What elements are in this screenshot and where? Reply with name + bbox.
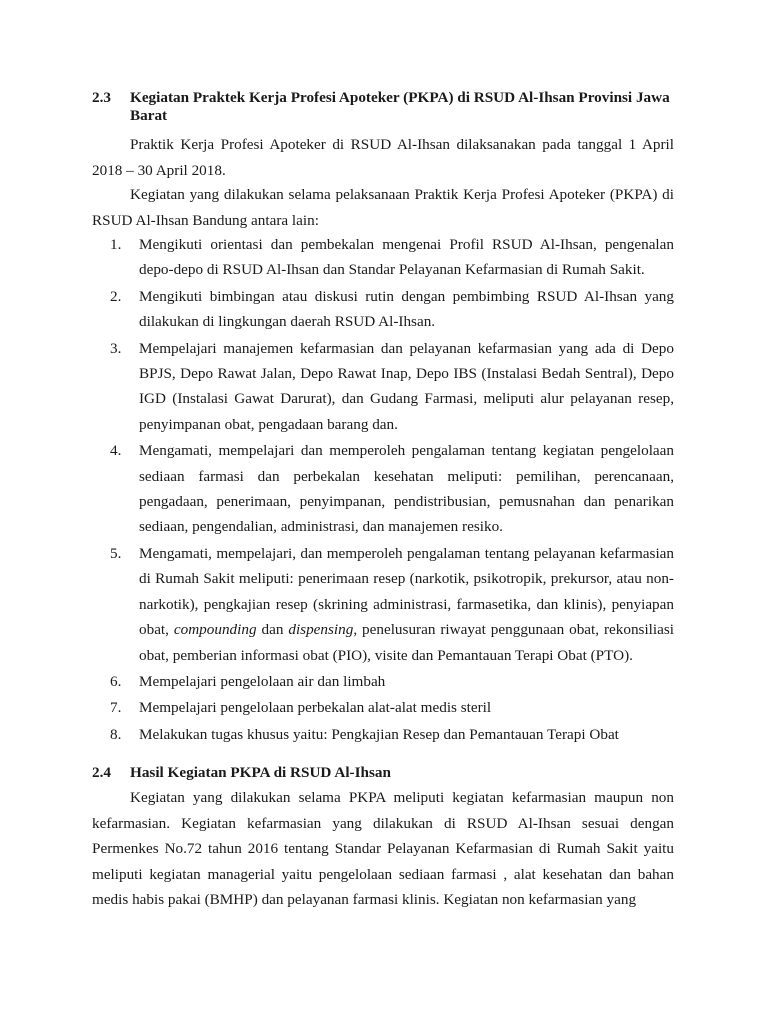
list-item — [92, 695, 674, 720]
list-item-number: 1. — [110, 236, 122, 253]
list-item-number: 8. — [110, 725, 122, 743]
section-title: Hasil Kegiatan PKPA di RSUD Al-Ihsan — [130, 764, 391, 781]
list-item — [92, 284, 674, 335]
list-item — [92, 541, 674, 668]
list-item — [92, 336, 674, 438]
list-item-number: 3. — [110, 339, 122, 357]
list-item-number: 5. — [110, 544, 122, 562]
list-item-number: 2. — [110, 287, 122, 305]
list-item — [92, 722, 674, 747]
section-2-4-paragraph-1: Kegiatan yang dilakukan selama PKPA meliputi kegiatan kefarmasian maupun non kefarmasian. Kegiatan kefarmasian yang dilakukan di RSUD Al-Ihsan sesuai dengan Permenkes No.72 tahun 2016 tentang Standar Pelayanan Kefarmasian di Rumah Sakit yaitu meliputi kegiatan managerial yaitu pengelolaan sediaan farmasi , alat kesehatan dan bahan medis habis pakai (BMHP) dan pelayanan farmasi klinis. Kegiatan non kefarmasian yang — [92, 789, 674, 908]
list-item-number: 4. — [110, 442, 122, 460]
section-number: 2.3 — [92, 89, 111, 106]
list-item — [92, 438, 674, 540]
list-item-number: 7. — [110, 699, 122, 717]
list-item-text-part: Mengamati, mempelajari, dan memperoleh pengalaman tentang pelayanan kefarmasian di Rumah Sakit meliputi: penerimaan resep (narkotik, psikotropik, prekursor, atau non-narkotik), pengkajian resep (skrining administrasi, farmasetika, dan klinis), penyiapan obat, — [139, 544, 674, 639]
list-item-text: Mengikuti orientasi dan pembekalan mengenai Profil RSUD Al-Ihsan, pengenalan depo-depo di RSUD Al-Ihsan dan Standar Pelayanan Kefarmasian di Rumah Sakit. — [139, 236, 674, 279]
list-item — [92, 232, 674, 283]
list-item-number: 6. — [110, 672, 122, 690]
list-item-text: Mengikuti bimbingan atau diskusi rutin dengan pembimbing RSUD Al-Ihsan yang dilakukan di lingkungan daerah RSUD Al-Ihsan. — [139, 287, 674, 331]
list-item-text: Mengamati, mempelajari dan memperoleh pengalaman tentang kegiatan pengelolaan sediaan farmasi dan perbekalan kesehatan meliputi: pemilihan, perencanaan, pengadaan, penerimaan, penyimpanan, pendistribusian, pemusnahan dan penarikan sediaan, pengendalian, administrasi, dan manajemen resiko. — [139, 442, 674, 536]
term-dispensing: dispensing — [288, 621, 354, 639]
section-2-3-paragraph-1: Praktik Kerja Profesi Apoteker di RSUD Al-Ihsan dilaksanakan pada tanggal 1 April 2018 – 30 April 2018. — [92, 136, 674, 179]
list-item-text-part: , penelusuran riwayat penggunaan obat, rekonsiliasi obat, pemberian informasi obat (PIO), visite dan Pemantauan Terapi Obat (PTO). — [139, 621, 674, 664]
section-2-3-paragraph-2: Kegiatan yang dilakukan selama pelaksanaan Praktik Kerja Profesi Apoteker (PKPA) di RSUD Al-Ihsan Bandung antara lain: — [92, 186, 674, 229]
section-2-4-heading — [92, 764, 682, 782]
section-title: Kegiatan Praktek Kerja Profesi Apoteker (PKPA) di RSUD Al-Ihsan Provinsi Jawa Barat — [130, 89, 670, 124]
list-item-text: Mempelajari pengelolaan air dan limbah — [139, 672, 386, 690]
list-item-text: Melakukan tugas khusus yaitu: Pengkajian Resep dan Pemantauan Terapi Obat — [139, 725, 619, 743]
list-item-text-part: dan — [256, 621, 289, 639]
activity-list — [92, 232, 674, 747]
list-item — [92, 669, 674, 694]
list-item-text: Mempelajari manajemen kefarmasian dan pelayanan kefarmasian yang ada di Depo BPJS, Depo Rawat Jalan, Depo Rawat Inap, Depo IBS (Instalasi Bedah Sentral), Depo IGD (Instalasi Gawat Darurat), dan Gudang Farmasi, meliputi alur pelayanan resep, penyimpanan obat, pengadaan barang dan. — [139, 339, 674, 433]
section-number: 2.4 — [92, 764, 111, 781]
term-compounding: compounding — [173, 621, 257, 639]
section-2-3-heading — [92, 89, 682, 125]
list-item-text: Mempelajari pengelolaan perbekalan alat-alat medis steril — [139, 699, 492, 717]
